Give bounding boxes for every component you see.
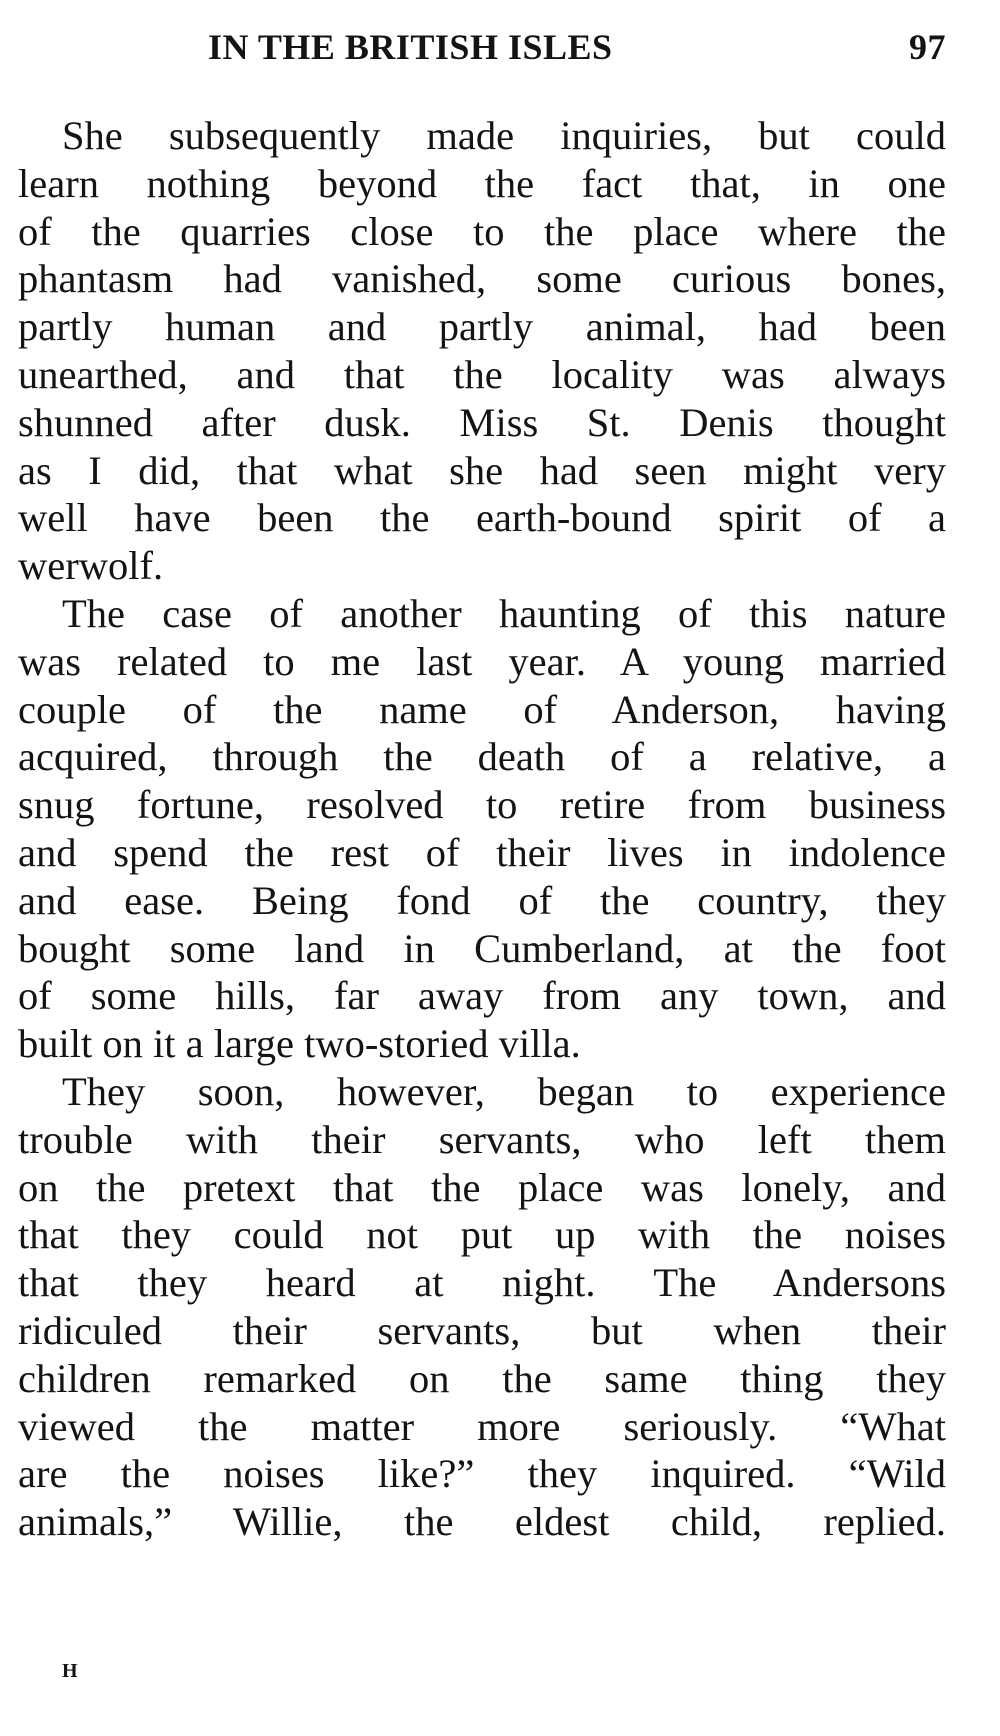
text-line: learn nothing beyond the fact that, in one <box>18 160 946 206</box>
paragraph-3 <box>18 1068 946 1546</box>
body-text <box>18 112 946 1546</box>
signature-mark: H <box>62 1660 79 1682</box>
text-line: on the pretext that the place was lonely, and <box>18 1164 946 1210</box>
text-line: trouble with their servants, who left them <box>18 1116 946 1162</box>
text-line: children remarked on the same thing they <box>18 1355 946 1401</box>
text-line: shunned after dusk. Miss St. Denis thought <box>18 399 946 445</box>
text-line: and ease. Being fond of the country, they <box>18 877 946 923</box>
paragraph-2 <box>18 590 946 1068</box>
text-line: partly human and partly animal, had been <box>18 304 946 350</box>
text-line: that they could not put up with the noises <box>18 1212 946 1258</box>
text-line: acquired, through the death of a relative, a <box>18 734 946 780</box>
text-line: ridiculed their servants, but when their <box>18 1307 946 1353</box>
text-line: are the noises like?” they inquired. “Wild <box>18 1451 946 1497</box>
text-line: that they heard at night. The Andersons <box>18 1260 946 1306</box>
text-line: well have been the earth-bound spirit of a <box>18 495 946 541</box>
text-line: snug fortune, resolved to retire from business <box>18 782 946 828</box>
text-line: She subsequently made inquiries, but could <box>62 113 946 158</box>
text-line: of some hills, far away from any town, and <box>18 973 946 1019</box>
page-number: 97 <box>909 27 946 67</box>
text-line: viewed the matter more seriously. “What <box>18 1403 946 1449</box>
text-line: was related to me last year. A young married <box>18 638 946 684</box>
text-line: They soon, however, began to experience <box>62 1068 946 1114</box>
text-line: built on it a large two-storied villa. <box>18 1021 581 1067</box>
text-line: of the quarries close to the place where the <box>18 208 946 254</box>
text-line: phantasm had vanished, some curious bones, <box>18 256 946 302</box>
text-line: bought some land in Cumberland, at the foot <box>18 925 946 971</box>
text-line: unearthed, and that the locality was always <box>18 351 946 397</box>
running-title: IN THE BRITISH ISLES <box>208 27 613 67</box>
text-line: as I did, that what she had seen might very <box>18 447 946 493</box>
paragraph-1 <box>18 112 946 590</box>
running-head <box>18 26 946 82</box>
text-line: and spend the rest of their lives in indolence <box>18 829 946 875</box>
text-line: animals,” Willie, the eldest child, replied. <box>18 1499 946 1545</box>
text-line: The case of another haunting of this nature <box>62 590 946 636</box>
text-line: couple of the name of Anderson, having <box>18 686 946 732</box>
text-line: werwolf. <box>18 543 164 589</box>
